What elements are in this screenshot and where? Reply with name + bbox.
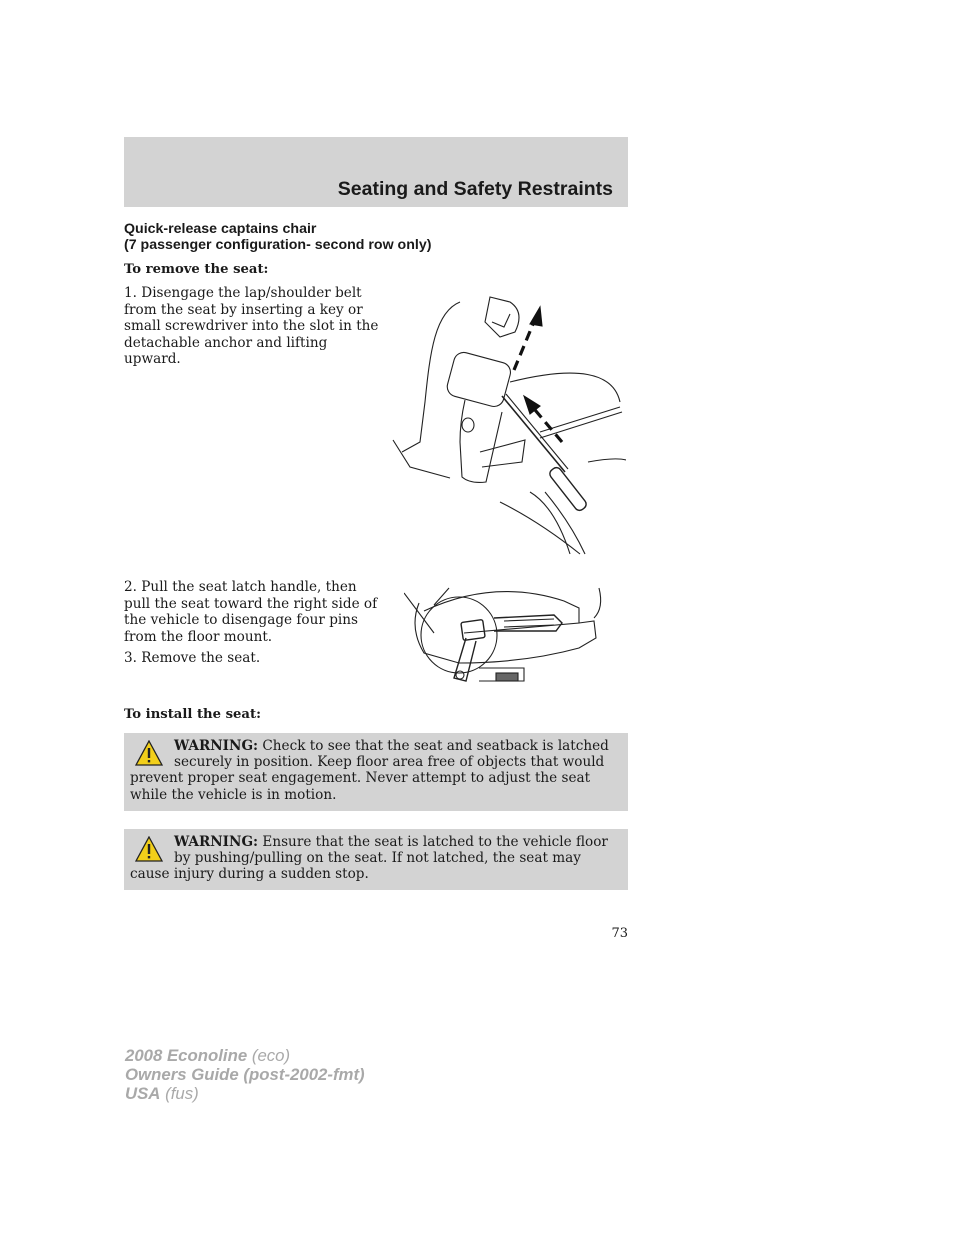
warning-triangle-icon: [135, 836, 163, 862]
warning-lead-2: WARNING:: [174, 834, 259, 850]
remove-seat-label: To remove the seat:: [124, 262, 269, 277]
install-seat-label: To install the seat:: [124, 707, 261, 722]
step-2-text: [124, 579, 386, 645]
subsection-heading: [124, 221, 628, 253]
footer-line-3: [125, 1085, 365, 1104]
footer-line-1: [125, 1047, 365, 1066]
warning-body-1: Check to see that the seat and seatback is latched securely in position. Keep floor area free of objects that would prevent proper seat engagement. Never attempt to adjust the seat while the vehicle is in motion.: [130, 738, 609, 803]
footer-market: USA: [125, 1083, 161, 1103]
seatbelt-anchor-screwdriver-illustration: [390, 292, 626, 556]
warning-box-1: [124, 733, 628, 811]
step-3-text: [124, 650, 386, 667]
footer-model: 2008 Econoline: [125, 1046, 248, 1065]
warning-triangle-icon: [135, 740, 163, 766]
page-number: 73: [611, 926, 628, 941]
footer-edition-info: [125, 1047, 365, 1103]
footer-guide: Owners Guide (post-2002-fmt): [125, 1064, 365, 1084]
subsection-heading-line2: (7 passenger configuration- second row only): [124, 237, 432, 253]
warning-box-2: [124, 829, 628, 890]
warning-text-1: [130, 738, 622, 803]
step-3-paragraph: 3. Remove the seat.: [124, 650, 261, 666]
step-1-paragraph: 1. Disengage the lap/shoulder belt from the seat by inserting a key or small screwdriver into the slot in the detachable anchor and lifting upward.: [124, 285, 379, 367]
warning-lead-1: WARNING:: [174, 738, 259, 754]
footer-market-code: (fus): [165, 1083, 199, 1103]
subsection-heading-line1: Quick-release captains chair: [124, 221, 317, 237]
step-2-paragraph: 2. Pull the seat latch handle, then pull the seat toward the right side of the vehicle to disengage four pins from the floor mount.: [124, 579, 378, 645]
footer-line-2: [125, 1066, 365, 1085]
warning-text-2: [130, 834, 622, 883]
footer-model-code: (eco): [251, 1046, 291, 1065]
warning-body-2: Ensure that the seat is latched to the vehicle floor by pushing/pulling on the seat. If not latched, the seat may cause injury during a sudden stop.: [130, 834, 608, 883]
section-header-band: [124, 137, 628, 207]
section-title: Seating and Safety Restraints: [337, 178, 613, 200]
step-1-text: [124, 285, 386, 368]
seat-latch-handle-illustration: [404, 583, 610, 691]
